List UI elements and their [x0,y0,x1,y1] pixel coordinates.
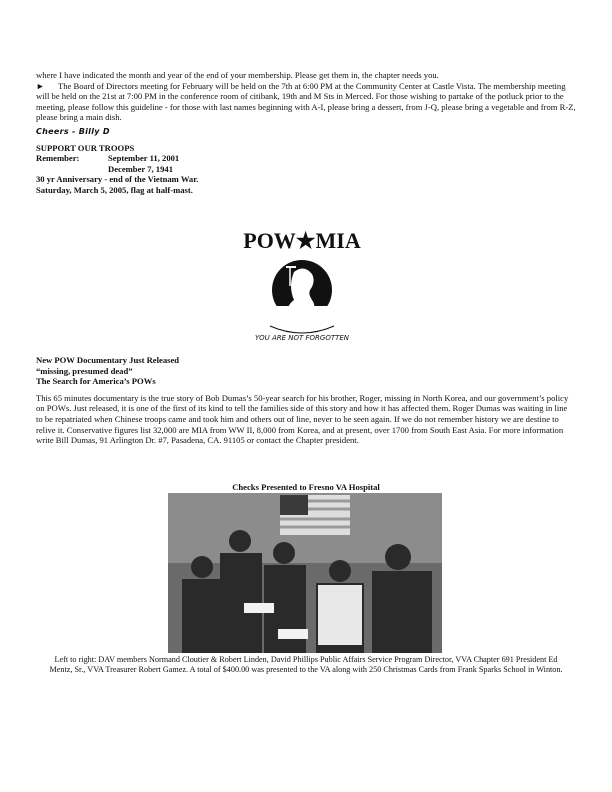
photo-caption: Left to right: DAV members Normand Cloutier & Robert Linden, David Phillips Public Affairs Service Program Director, VVA Chapter 691 President Ed Mentz, Sr., VVA Treasurer Robert Gamez. A total of $400.00 was presented to the VA along with 250 Christmas Cards from Frank Sparks School in Winton. [49,655,563,674]
documentary-subtitle: The Search for America’s POWs [36,376,156,387]
flag-half-mast: Saturday, March 5, 2005, flag at half-mast. [36,184,193,195]
support-troops-block [36,143,576,196]
documentary-body: This 65 minutes documentary is the true story of Bob Dumas’s 50-year search for his brother, Roger, missing in North Korea, and our government’s policy on POWs. Just released, it is one of the first of its kind to tell the families side of this story and how it has affected them. Roger Dumas was waiting in line to be repatriated when Chinese troops came and took him and others out of line, never to be seen again. If we do not remember history we are destine to relive it. Conservative figures list 32,000 are MIA from WW II, 8,000 from Korea, and at present, over 1700 from South East Asia. For more information write Bill Dumas, 91 Arlington Dr. #7, Pasadena, CA. 91105 or contact the Chapter president. [36,392,569,446]
vietnam-anniversary: 30 yr Anniversary - end of the Vietnam War. [36,174,199,185]
membership-paragraph: where I have indicated the month and year of the end of your membership. Please get them in, the chapter needs you. [36,70,439,80]
meeting-paragraph: ► The Board of Directors meeting for February will be held on the 7th at 6:00 PM at the Community Center at Castle Vista. The membership meeting will be held on the 21st at 7:00 PM in the conference room of citibank, 19th and M Sts in Merced. For those wishing to partake of the potluck prior to the meeting, please follow this guideline - for those with last names beginning with A-I, please bring a dessert, from J-Q, please bring a vegetable and from R-Z, please bring a main dish. [36,80,576,123]
arrow-bullet-icon: ► [36,80,45,91]
check-icon [278,629,308,639]
troops-heading: SUPPORT OUR TROOPS [36,142,135,153]
photo-title: Checks Presented to Fresno VA Hospital [232,482,380,492]
remember-label: Remember: [36,153,80,164]
date-dec-7: December 7, 1941 [108,163,173,174]
pow-mia-text: POW★MIA [243,228,361,253]
not-forgotten-text: YOU ARE NOT FORGOTTEN [254,334,350,342]
newsletter-letter [36,70,576,196]
documentary-quote: “missing, presumed dead” [36,365,133,376]
documentary-article [36,355,576,446]
documentary-title: New POW Documentary Just Released [36,355,180,365]
check-icon [244,603,274,613]
pow-mia-logo [243,226,361,350]
signature: Cheers - Billy D [36,126,110,136]
group-photo [168,493,442,653]
date-sept-11: September 11, 2001 [108,153,180,164]
banner-icon [270,326,334,333]
watchtower-icon [286,266,296,268]
